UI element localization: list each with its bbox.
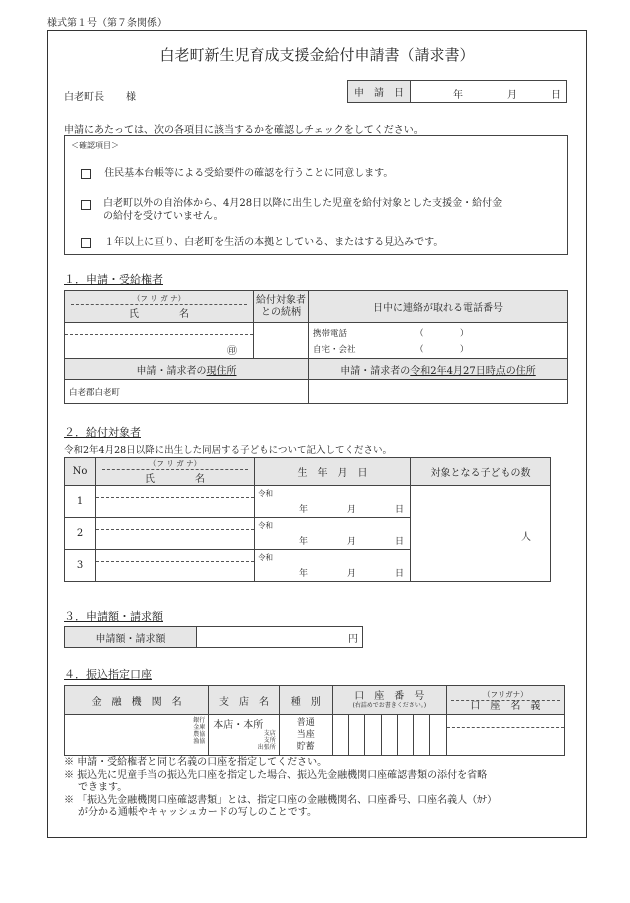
account-digit[interactable]: [414, 715, 430, 756]
applicant-name-header: [65, 291, 254, 323]
account-header-label: 口 座 番 号: [354, 691, 425, 702]
checkbox-3[interactable]: [81, 238, 91, 248]
confirm-item-3: [81, 233, 443, 248]
date-month: 月: [507, 90, 517, 101]
current-address-underlined: 現住所: [206, 365, 237, 377]
account-digit[interactable]: [430, 715, 446, 756]
relation-field[interactable]: [254, 323, 309, 359]
current-address-prefix: 申請・請求者の: [136, 365, 207, 377]
note-continuation: が分かる通帳やキャッシュカードの写しのことです。: [78, 807, 317, 818]
birth-field[interactable]: [255, 518, 411, 550]
day-label: 日: [395, 569, 405, 579]
amount-field[interactable]: [197, 627, 363, 648]
row-no: 2: [65, 518, 96, 550]
furigana-line: [65, 334, 253, 335]
branch-field[interactable]: [209, 715, 279, 756]
bank-header: 金 融 機 関 名: [65, 686, 209, 715]
section3-title: ３．申請額・請求額: [64, 610, 163, 623]
note-item: [64, 795, 574, 808]
child-furigana-line: [96, 561, 254, 562]
past-address-underlined: 令和2年4月27日時点の住所: [410, 365, 536, 377]
confirm-item-1-text: 住民基本台帳等による受給要件の確認を行うことに同意します。: [104, 168, 394, 179]
home-label: 自宅・会社: [313, 345, 356, 355]
account-digit[interactable]: [397, 715, 413, 756]
child-name-field[interactable]: [96, 518, 255, 550]
bank-types: [193, 717, 205, 745]
current-address-header: [65, 359, 309, 380]
note-continuation: できます。: [78, 782, 128, 793]
past-address-field[interactable]: [309, 380, 568, 404]
form-label: 様式第１号（第７条関係）: [47, 18, 167, 29]
child-name-header: [96, 458, 255, 486]
era-label: 令和: [258, 489, 273, 498]
notes: [64, 757, 574, 820]
child-name-field[interactable]: [96, 550, 255, 582]
relation-line1: 給付対象者: [256, 294, 306, 306]
month-label: 月: [347, 537, 357, 547]
branch-main: 本店・本所: [213, 720, 264, 731]
home-paren-close: ）: [460, 345, 469, 355]
note-mark: ※: [64, 757, 74, 768]
confirm-item-2: [81, 194, 503, 222]
current-address-field[interactable]: 白老郡白老町: [65, 380, 309, 404]
day-label: 日: [395, 537, 405, 547]
count-unit: 人: [521, 532, 531, 543]
date-day: 日: [551, 90, 561, 101]
application-date-table: [347, 80, 567, 103]
name-label: 氏 名: [129, 309, 189, 320]
holder-header: [446, 686, 564, 715]
phone-header: 日中に連絡が取れる電話番号: [309, 291, 568, 323]
bank-name-field[interactable]: [65, 715, 209, 756]
amount-table: [64, 626, 363, 648]
account-digit[interactable]: [332, 715, 348, 756]
account-type: 当座: [296, 730, 315, 740]
year-label: 年: [299, 505, 309, 515]
account-digit[interactable]: [349, 715, 365, 756]
holder-label: 口 座 名 義: [470, 700, 541, 712]
account-note: (右詰めでお書きください。): [352, 702, 427, 709]
section1-title: １．申請・受給権者: [64, 273, 163, 286]
mobile-label: 携帯電話: [313, 329, 348, 339]
bank-type: 金庫: [193, 724, 206, 731]
section2-note: 令和2年4月28日以降に出生した同居する子どもについて記入してください。: [64, 445, 392, 456]
application-date-field[interactable]: [411, 81, 567, 103]
child-name-label: 氏 名: [145, 474, 205, 485]
note-text: 申請・受給権者と同じ名義の口座を指定してください。: [77, 757, 328, 768]
section4-title: ４．振込指定口座: [64, 668, 152, 681]
past-address-header: [309, 359, 568, 380]
sama-label: 様: [126, 92, 136, 103]
account-type-field[interactable]: [279, 715, 332, 756]
branch-type: 支店: [263, 730, 276, 737]
era-label: 令和: [258, 553, 273, 562]
year-label: 年: [299, 569, 309, 579]
date-year: 年: [453, 90, 463, 101]
confirm-item-2-line1: 白老町以外の自治体から、4月28日以降に出生した児童を給付対象とした支援金・給付金: [103, 198, 503, 209]
confirm-item-2-line2: の給付を受けていません。: [103, 211, 224, 222]
note-item: [64, 757, 574, 770]
bank-type: 銀行: [193, 717, 206, 724]
note-mark: ※: [64, 794, 74, 806]
instruction-text: 申請にあたっては、次の各項目に該当するかを確認しチェックをしてください。: [64, 125, 424, 136]
amount-label: 申請額・請求額: [65, 627, 197, 648]
note-mark: ※: [64, 769, 74, 781]
year-label: 年: [299, 537, 309, 547]
confirmation-box: [64, 135, 568, 255]
col-no-header: No: [65, 458, 96, 486]
mayor-label: 白老町長: [64, 92, 104, 103]
bank-type: 漁協: [193, 738, 206, 745]
relation-header: [254, 291, 309, 323]
month-label: 月: [347, 569, 357, 579]
checkbox-2[interactable]: [81, 200, 91, 210]
account-type: 普通: [296, 718, 315, 728]
relation-line2: との続柄: [261, 306, 301, 318]
confirmation-heading: ＜確認項目＞: [71, 141, 119, 150]
branch-type: 支所: [263, 737, 276, 744]
confirm-item-1: [81, 164, 393, 179]
birth-header: 生 年 月 日: [255, 458, 411, 486]
seal-mark: ㊞: [227, 346, 237, 357]
count-header: 対象となる子どもの数: [411, 458, 551, 486]
bank-type: 農協: [193, 731, 206, 738]
amount-unit: 円: [348, 633, 358, 645]
holder-field[interactable]: [446, 715, 564, 756]
past-address-prefix: 申請・請求者の: [340, 365, 411, 377]
section2-title: ２．給付対象者: [64, 426, 141, 439]
checkbox-1[interactable]: [81, 169, 91, 179]
account-type: 貯蓄: [296, 742, 315, 752]
account-digit[interactable]: [381, 715, 397, 756]
account-digit[interactable]: [365, 715, 381, 756]
addressee: [64, 88, 136, 103]
era-label: 令和: [258, 521, 273, 530]
children-table: [64, 457, 551, 582]
bank-table: [64, 685, 565, 756]
mobile-paren-open: （: [415, 329, 424, 339]
branch-type: 出張所: [257, 744, 276, 751]
child-furigana-line: [96, 497, 254, 498]
applicant-name-field[interactable]: [65, 323, 254, 359]
type-header: 種 別: [279, 686, 332, 715]
birth-field[interactable]: [255, 486, 411, 518]
branch-header: 支 店 名: [209, 686, 279, 715]
branch-types: [258, 730, 276, 751]
holder-furigana-label: （フリガナ）: [451, 689, 560, 701]
phone-field[interactable]: [309, 323, 568, 359]
child-count-field[interactable]: [411, 486, 551, 582]
home-paren-open: （: [415, 345, 424, 355]
child-name-field[interactable]: [96, 486, 255, 518]
application-date-label: 申 請 日: [348, 81, 411, 103]
note-item: [64, 770, 574, 783]
row-no: 1: [65, 486, 96, 518]
note-text: 振込先に児童手当の振込先口座を指定した場合、振込先金融機関口座確認書類の添付を省略: [77, 769, 488, 781]
holder-furigana-line: [447, 727, 564, 728]
mobile-paren-close: ）: [460, 329, 469, 339]
page-title: 白老町新生児育成支援金給付申請書（請求書）: [159, 46, 475, 64]
account-header: [332, 686, 446, 715]
month-label: 月: [347, 505, 357, 515]
child-furigana-label: （フ リ ガ ナ）: [102, 458, 248, 470]
child-furigana-line: [96, 529, 254, 530]
furigana-label: （フ リ ガ ナ）: [71, 293, 247, 305]
row-no: 3: [65, 550, 96, 582]
note-text: 「振込先金融機関口座確認書類」とは、指定口座の金融機関名、口座番号、口座名義人（ｶﾅ）: [77, 794, 498, 806]
confirm-item-3-text: １年以上に亘り、白老町を生活の本拠としている、またはする見込みです。: [104, 237, 444, 248]
applicant-table: [64, 290, 568, 404]
day-label: 日: [395, 505, 405, 515]
birth-field[interactable]: [255, 550, 411, 582]
